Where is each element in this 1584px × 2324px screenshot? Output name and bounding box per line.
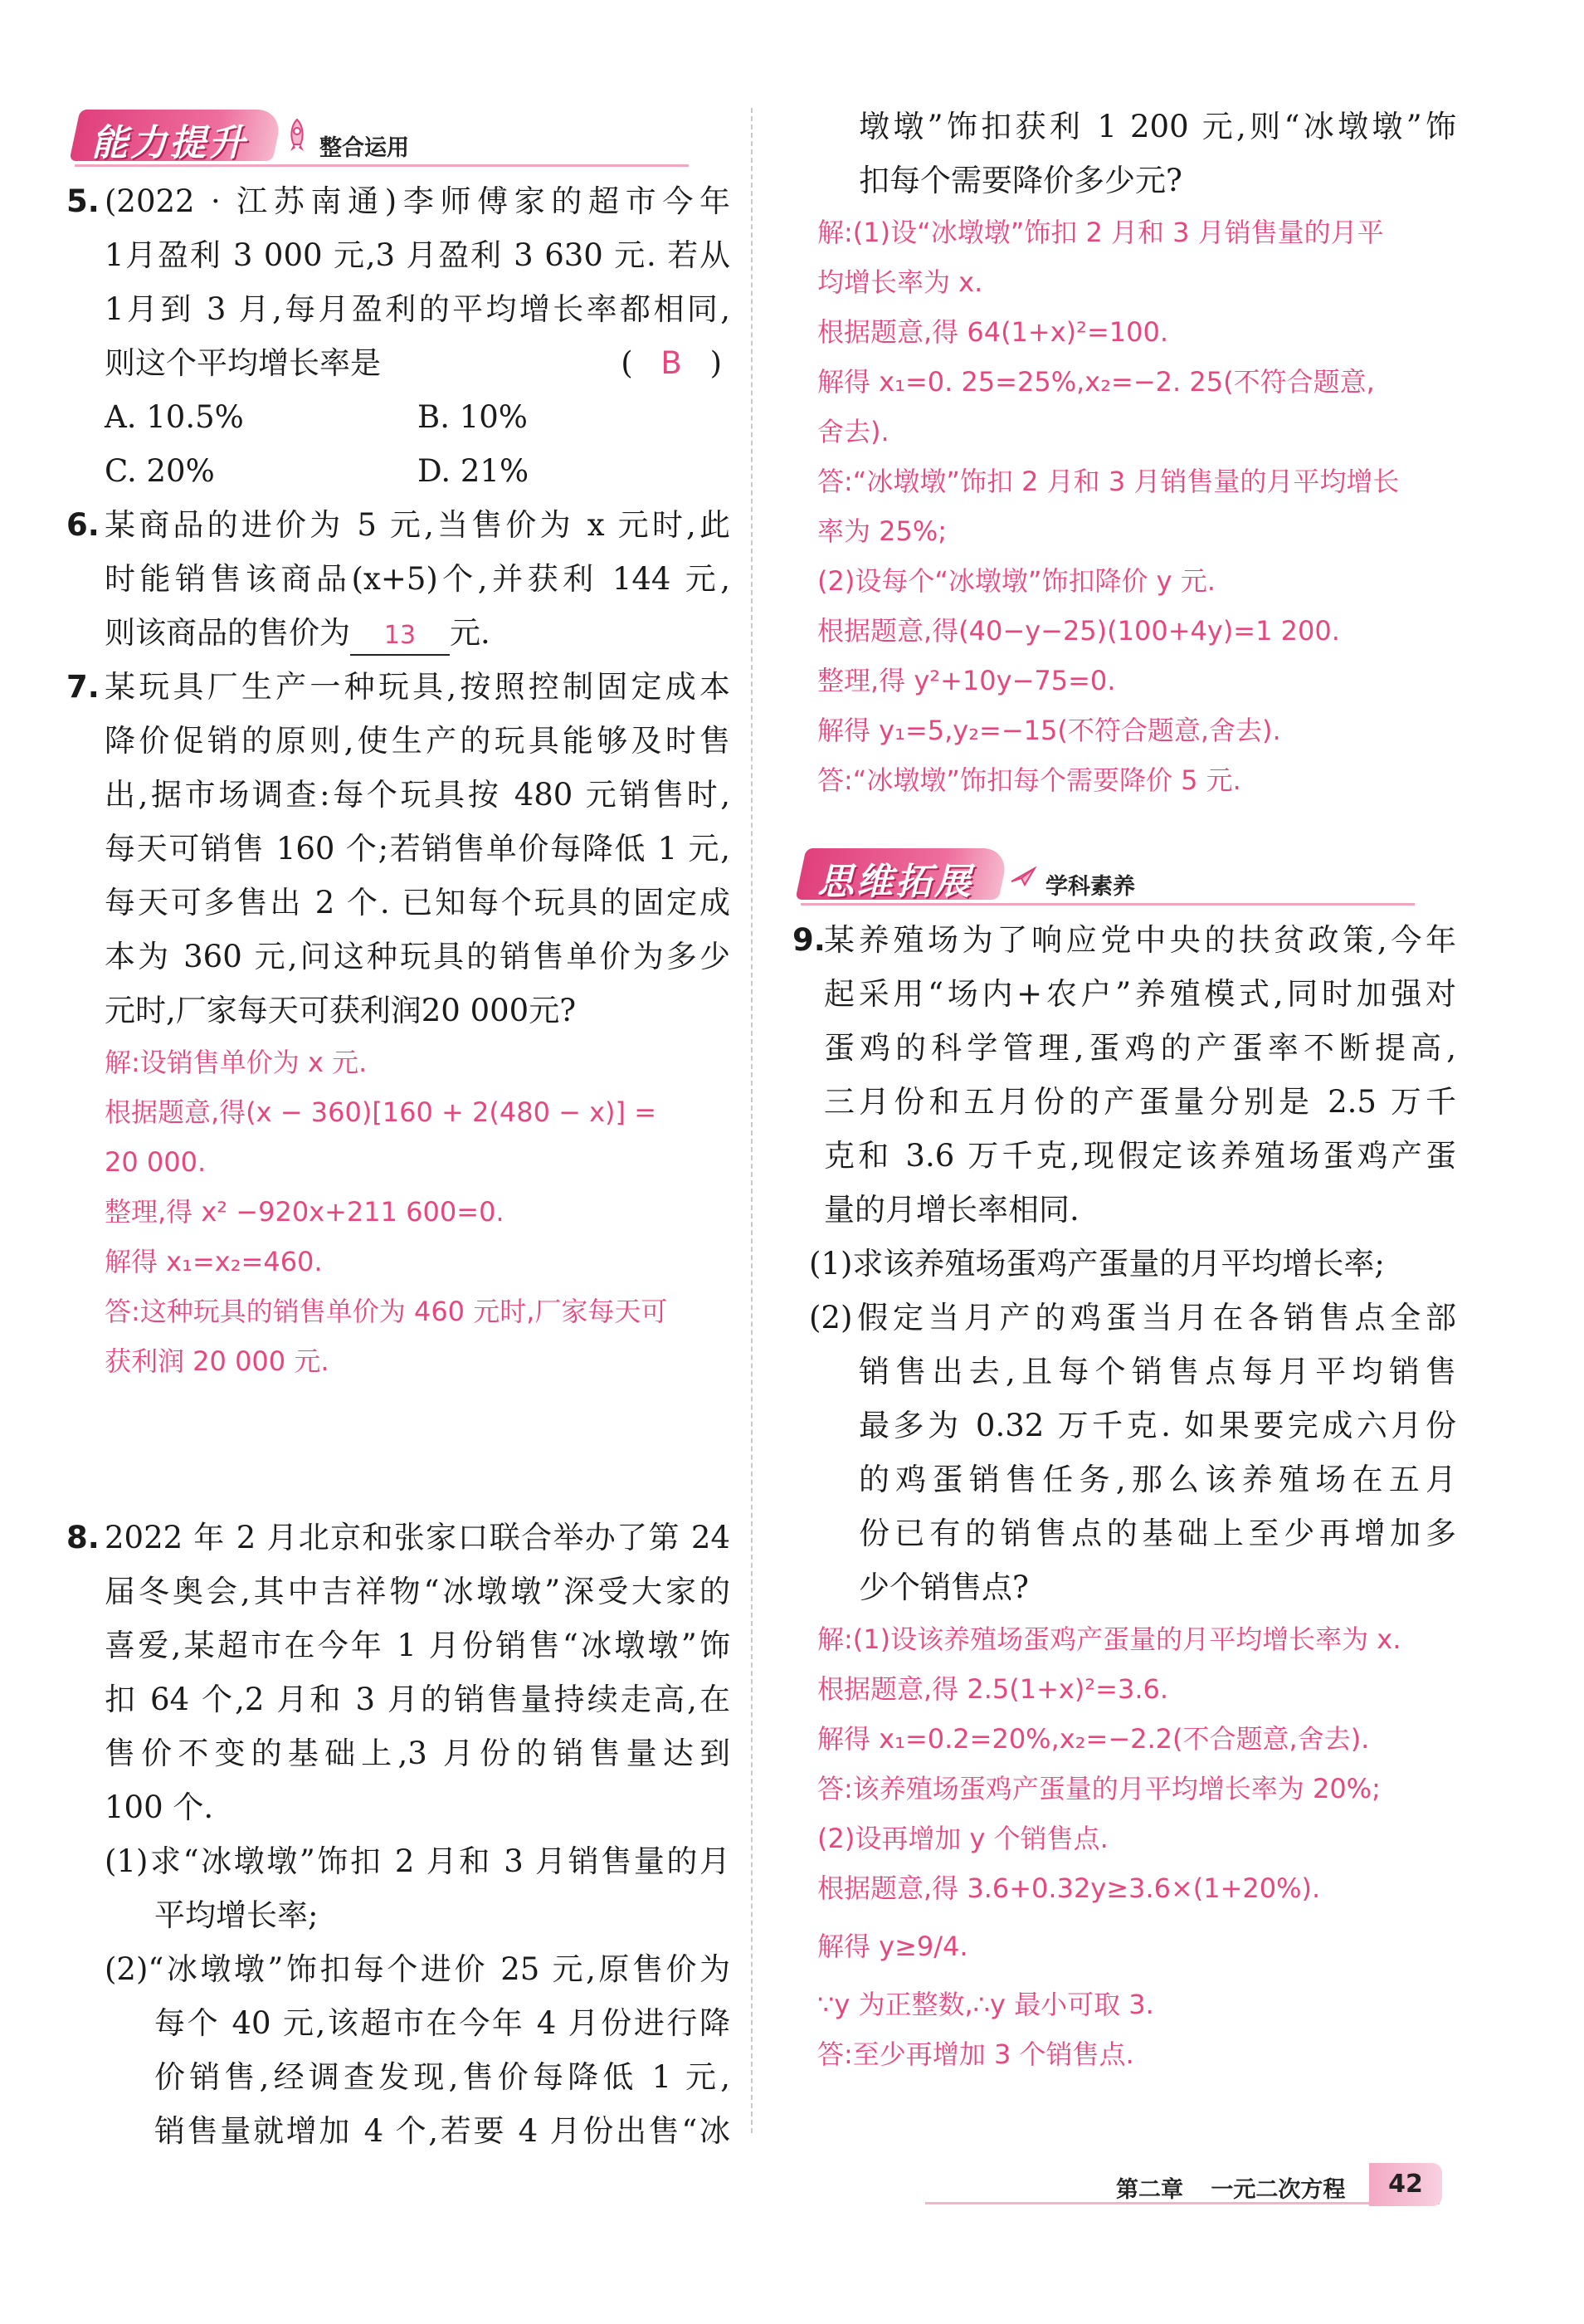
sub-question-2-cont: 销售出去,且每个销售点每月平均销售 <box>859 1354 1456 1389</box>
solution-line: 解得 y≥9/4. <box>817 1931 968 1962</box>
answer-bracket: ( B ) <box>621 345 722 381</box>
sub-question-2: (2)“冰墩墩”饰扣每个进价 25 元,原售价为 <box>105 1951 730 1987</box>
solution-line: 根据题意,得 64(1+x)²=100. <box>817 316 1169 348</box>
solution-line: 答:这种玩具的销售单价为 460 元时,厂家每天可 <box>105 1296 668 1327</box>
solution-line: 根据题意,得(x − 360)[160 + 2(480 − x)] = <box>105 1096 657 1128</box>
question-line: 售价不变的基础上,3 月份的销售量达到 <box>105 1736 730 1771</box>
question-number: 8. <box>66 1520 100 1555</box>
sub-question-2-cont: 少个销售点? <box>859 1570 1029 1605</box>
solution-line: (2)设再增加 y 个销售点. <box>817 1823 1109 1854</box>
question-line: 5. (2022 · 江苏南通)李师傅家的超市今年 <box>66 174 730 228</box>
sub-question-2-cont: 墩墩”饰扣获利 1 200 元,则“冰墩墩”饰 <box>859 109 1456 144</box>
solution-8 <box>792 208 1456 805</box>
sub-question-1: (1)求该养殖场蛋鸡产蛋量的月平均增长率; <box>809 1246 1385 1282</box>
sub-question-1-cont: 平均增长率; <box>154 1897 319 1933</box>
answer-choice: B <box>660 345 682 381</box>
section-underline <box>75 164 689 167</box>
options-row <box>66 390 730 444</box>
plane-icon <box>1010 857 1036 893</box>
solution-line: 获利润 20 000 元. <box>105 1345 329 1377</box>
sub-question-2-cont: 的鸡蛋销售任务,那么该养殖场在五月 <box>859 1462 1456 1497</box>
solution-9 <box>792 1614 1456 2079</box>
option-c: C. 20% <box>105 453 215 489</box>
solution-line: 解:(1)设“冰墩墩”饰扣 2 月和 3 月销售量的月平 <box>817 217 1384 248</box>
question-line: 本为 360 元,问这种玩具的销售单价为多少 <box>105 939 730 974</box>
solution-line: 解:设销售单价为 x 元. <box>105 1047 368 1078</box>
question-8-continued <box>792 100 1456 208</box>
question-line: 每天可多售出 2 个. 已知每个玩具的固定成 <box>105 885 730 920</box>
question-number: 6. <box>66 507 100 543</box>
solution-line: 根据题意,得 3.6+0.32y≥3.6×(1+20%). <box>817 1872 1321 1904</box>
question-line: 7. 某玩具厂生产一种玩具,按照控制固定成本 <box>66 660 730 714</box>
solution-line: 率为 25%; <box>817 515 948 547</box>
question-9 <box>792 913 1456 1614</box>
section-underline <box>801 903 1415 906</box>
footer-chapter: 第二章 一元二次方程 <box>1116 2177 1346 2203</box>
question-number: 9. <box>792 922 826 958</box>
question-line: 届冬奥会,其中吉祥物“冰墩墩”深受大家的 <box>105 1574 730 1609</box>
question-line: 降价促销的原则,使生产的玩具能够及时售 <box>105 723 730 759</box>
solution-line: 解得 x₁=x₂=460. <box>105 1246 323 1277</box>
answer-blank: 13 <box>350 615 450 656</box>
question-line: 8. 2022 年 2 月北京和张家口联合举办了第 24 <box>66 1511 730 1565</box>
solution-line: 整理,得 y²+10y−75=0. <box>817 665 1116 696</box>
question-line: 每天可销售 160 个;若销售单价每降低 1 元, <box>105 831 730 867</box>
solution-line: 舍去). <box>817 416 889 447</box>
question-line: 扣 64 个,2 月和 3 月的销售量持续走高,在 <box>105 1682 730 1717</box>
question-line: 喜爱,某超市在今年 1 月份销售“冰墩墩”饰 <box>105 1628 730 1663</box>
solution-line: 答:“冰墩墩”饰扣每个需要降价 5 元. <box>817 764 1241 796</box>
sub-question-2: (2)假定当月产的鸡蛋当月在各销售点全部 <box>809 1300 1456 1335</box>
question-5 <box>66 174 730 498</box>
option-d: D. 21% <box>417 453 529 489</box>
solution-line: 根据题意,得(40−y−25)(100+4y)=1 200. <box>817 615 1340 647</box>
question-line: 三月份和五月份的产蛋量分别是 2.5 万千 <box>824 1084 1456 1120</box>
section-title: 能力提升 <box>91 122 247 164</box>
question-7 <box>66 660 730 1038</box>
question-line: 克和 3.6 万千克,现假定该养殖场蛋鸡产蛋 <box>824 1138 1456 1174</box>
section-subtitle: 整合运用 <box>319 135 409 161</box>
solution-line: 答:该养殖场蛋鸡产蛋量的月平均增长率为 20%; <box>817 1773 1381 1804</box>
options-row <box>66 444 730 498</box>
sub-question-2-cont: 每个 40 元,该超市在今年 4 月份进行降 <box>154 2005 730 2041</box>
answer-space <box>66 1386 730 1511</box>
sub-question-2-cont: 最多为 0.32 万千克. 如果要完成六月份 <box>859 1408 1456 1443</box>
sub-question-2-cont: 价销售,经调查发现,售价每降低 1 元, <box>154 2059 730 2095</box>
solution-line: ∵y 为正整数,∴y 最小可取 3. <box>817 1989 1154 2020</box>
solution-line: 根据题意,得 2.5(1+x)²=3.6. <box>817 1673 1169 1705</box>
question-line: 元时,厂家每天可获利润20 000元? <box>105 993 577 1028</box>
section-subtitle: 学科素养 <box>1045 874 1135 900</box>
solution-7 <box>66 1038 730 1386</box>
question-line: 量的月增长率相同. <box>824 1192 1080 1228</box>
solution-line: 解得 x₁=0.2=20%,x₂=−2.2(不合题意,舍去). <box>817 1723 1370 1755</box>
option-a: A. 10.5% <box>105 399 244 435</box>
solution-line: 整理,得 x² −920x+211 600=0. <box>105 1196 504 1228</box>
solution-line: 解得 x₁=0. 25=25%,x₂=−2. 25(不符合题意, <box>817 366 1375 398</box>
solution-line: 答:“冰墩墩”饰扣 2 月和 3 月销售量的月平均增长 <box>817 466 1400 497</box>
option-b: B. 10% <box>417 399 528 435</box>
question-line: 1月盈利 3 000 元,3 月盈利 3 630 元. 若从 <box>105 237 730 273</box>
left-column <box>66 100 730 2158</box>
question-line: 100 个. <box>105 1789 214 1825</box>
solution-line: 均增长率为 x. <box>817 266 983 298</box>
solution-line: (2)设每个“冰墩墩”饰扣降价 y 元. <box>817 565 1216 597</box>
question-line: 则该商品的售价为 13 元. <box>66 606 730 660</box>
column-divider <box>751 108 753 2133</box>
sub-question-2-cont: 份已有的销售点的基础上至少再增加多 <box>859 1516 1456 1551</box>
question-8 <box>66 1511 730 2158</box>
solution-line: 解得 y₁=5,y₂=−15(不符合题意,舍去). <box>817 715 1281 746</box>
question-line: 1月到 3 月,每月盈利的平均增长率都相同, <box>105 291 730 327</box>
sub-question-2-cont: 销售量就增加 4 个,若要 4 月份出售“冰 <box>154 2113 730 2149</box>
sub-question-1: (1)求“冰墩墩”饰扣 2 月和 3 月销售量的月 <box>105 1843 730 1879</box>
solution-line: 答:至少再增加 3 个销售点. <box>817 2038 1134 2070</box>
question-line: 出,据市场调查:每个玩具按 480 元销售时, <box>105 777 730 813</box>
question-line: 则这个平均增长率是 ( B ) <box>66 336 730 390</box>
solution-line: 解:(1)设该养殖场蛋鸡产蛋量的月平均增长率为 x. <box>817 1623 1401 1655</box>
question-line: 时能销售该商品(x+5)个,并获利 144 元, <box>105 561 730 597</box>
question-line: 6. 某商品的进价为 5 元,当售价为 x 元时,此 <box>66 498 730 552</box>
question-6 <box>66 498 730 660</box>
page-number: 42 <box>1369 2163 1442 2206</box>
question-line: 蛋鸡的科学管理,蛋鸡的产蛋率不断提高, <box>824 1030 1456 1066</box>
rocket-icon <box>284 118 310 154</box>
question-number: 5. <box>66 183 100 219</box>
right-column <box>792 100 1456 2079</box>
section-title: 思维拓展 <box>817 861 973 903</box>
question-line: 9. 某养殖场为了响应党中央的扶贫政策,今年 <box>792 913 1456 967</box>
solution-line: 20 000. <box>105 1146 207 1178</box>
sub-question-2-cont: 扣每个需要降价多少元? <box>859 163 1182 198</box>
question-line: 起采用“场内+农户”养殖模式,同时加强对 <box>824 976 1456 1012</box>
question-number: 7. <box>66 669 100 705</box>
section-header-ability <box>66 100 730 174</box>
section-header-thinking <box>792 838 1456 913</box>
